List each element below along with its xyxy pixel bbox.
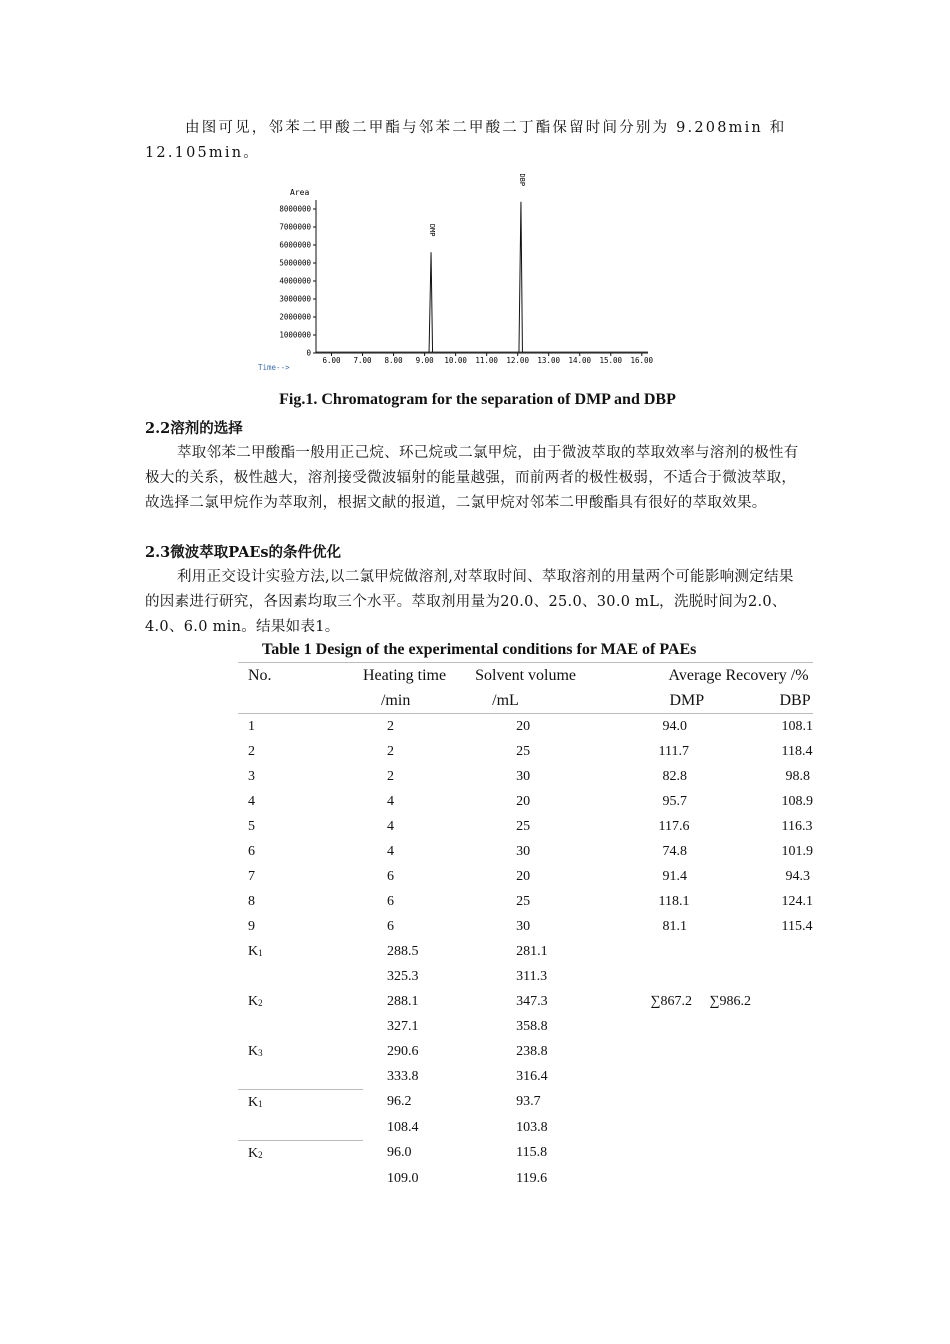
cell-spacer: [613, 789, 651, 814]
x-tick-label: 6.00: [322, 356, 341, 365]
cell-k-label: [238, 1064, 363, 1090]
cell-spacer: [613, 964, 651, 989]
cell-k-label: [238, 1166, 363, 1191]
k-subscript: 3: [258, 1047, 263, 1058]
chart-xlabel: Time-->: [258, 363, 290, 372]
x-tick-label: 9.00: [415, 356, 434, 365]
k-letter: K: [248, 993, 259, 1009]
cell-no: 5: [248, 818, 255, 834]
cell-heating-time: 2: [386, 768, 394, 784]
subheader-dbp: DBP: [779, 691, 811, 709]
table-row: [238, 864, 813, 889]
y-tick-label: 6000000: [279, 240, 311, 250]
cell-k-sum: [651, 1166, 814, 1191]
x-tick-label: 14.00: [568, 356, 592, 365]
k-row: [238, 939, 813, 964]
cell-spacer: [613, 989, 651, 1014]
cell-dbp: 101.9: [781, 843, 813, 859]
x-tick-label: 12.00: [506, 356, 529, 365]
cell-k-solvent: 311.3: [516, 968, 548, 984]
section-2-2-text: 萃取邻苯二甲酸酯一般用正己烷、环己烷或二氯甲烷，由于微波萃取的萃取效率与溶剂的极性有极大的关系，极性越大，溶剂接受微波辐射的能量越强，而前两者的极性极弱，不适合于微波萃取，故选择二氯甲烷作为萃取剂，根据文献的报道，二氯甲烷对邻苯二甲酸酯具有很好的萃取效果。: [145, 445, 799, 511]
peak-label: DBP: [517, 173, 526, 187]
y-tick-label: 3000000: [279, 294, 311, 304]
cell-k-solvent: 103.8: [516, 1119, 548, 1135]
cell-heating-time: 2: [386, 718, 394, 734]
cell-k-heating: 288.5: [386, 943, 419, 959]
peak-label: DMP: [428, 223, 437, 237]
k-row: [238, 964, 813, 989]
cell-spacer: [613, 864, 651, 889]
cell-no: 6: [248, 843, 255, 859]
cell-solvent-volume: 25: [516, 743, 531, 759]
cell-spacer: [613, 889, 651, 914]
cell-no: 3: [248, 768, 255, 784]
cell-solvent-volume: 25: [516, 893, 531, 909]
table-header-row: [238, 663, 813, 689]
cell-solvent-volume: 20: [516, 793, 531, 809]
cell-dmp: 118.1: [658, 893, 690, 909]
header-average-recovery: Average Recovery /%: [668, 666, 809, 684]
cell-spacer: [613, 764, 651, 789]
cell-solvent-volume: 30: [516, 768, 531, 784]
cell-heating-time: 2: [386, 743, 394, 759]
table-row: [238, 764, 813, 789]
y-tick-label: 5000000: [279, 258, 311, 268]
x-tick-label: 11.00: [475, 356, 498, 365]
header-heating-time: Heating time: [362, 666, 447, 684]
cell-dmp: 94.0: [662, 718, 687, 734]
x-tick-label: 10.00: [444, 356, 467, 365]
cell-dbp: 118.4: [781, 743, 813, 759]
cell-heating-time: 6: [386, 893, 394, 909]
k-subscript: 2: [258, 1149, 263, 1160]
chart-ylabel: Area: [290, 188, 310, 197]
cell-k-heating: 96.2: [386, 1094, 412, 1110]
cell-spacer: [613, 839, 651, 864]
cell-spacer: [613, 939, 651, 964]
intro-paragraph: 由图可见，邻苯二甲酸二甲酯与邻苯二甲酸二丁酯保留时间分别为 9.208min 和 12.105min。: [145, 120, 787, 161]
cell-k-label: [238, 1115, 363, 1141]
k-row: [238, 1090, 813, 1116]
cell-k-heating: 327.1: [386, 1018, 419, 1034]
cell-k-heating: 325.3: [386, 968, 419, 984]
cell-dmp: 81.1: [662, 918, 687, 934]
k-row: [238, 1166, 813, 1191]
cell-spacer: [613, 1166, 651, 1191]
cell-k-heating: 333.8: [386, 1068, 419, 1084]
cell-dmp: 95.7: [662, 793, 687, 809]
figure-caption: Fig.1. Chromatogram for the separation of DMP and DBP: [279, 391, 676, 408]
y-tick-label: 7000000: [279, 222, 311, 232]
cell-spacer: [613, 1090, 651, 1116]
cell-dbp: 116.3: [781, 818, 813, 834]
cell-k-sum: [651, 1141, 814, 1167]
cell-k-solvent: 358.8: [516, 1018, 548, 1034]
cell-dmp: 111.7: [658, 743, 689, 759]
k-row: [238, 1141, 813, 1167]
cell-spacer: [613, 1014, 651, 1039]
table-row: [238, 789, 813, 814]
cell-k-sum: [651, 1014, 814, 1039]
y-tick-label: 1000000: [279, 330, 311, 340]
cell-solvent-volume: 20: [516, 718, 531, 734]
header-no: No.: [248, 666, 272, 684]
cell-dbp: 94.3: [785, 868, 810, 884]
k-row: [238, 1064, 813, 1090]
section-2-2-title: 2.2溶剂的选择: [145, 420, 243, 437]
cell-k-solvent: 93.7: [516, 1094, 541, 1110]
table-row: [238, 739, 813, 764]
cell-k-sum: ∑867.2 ∑986.2: [650, 993, 751, 1009]
k-subscript: 2: [258, 997, 263, 1008]
cell-heating-time: 4: [386, 793, 394, 809]
cell-solvent-volume: 25: [516, 818, 531, 834]
cell-k-solvent: 281.1: [516, 943, 548, 959]
k-subscript: 1: [258, 1098, 263, 1109]
section-2-3-title: 2.3微波萃取PAEs的条件优化: [145, 544, 342, 561]
x-tick-label: 7.00: [353, 356, 372, 365]
y-tick-label: 4000000: [279, 276, 311, 286]
cell-solvent-volume: 30: [516, 843, 531, 859]
table-caption: Table 1 Design of the experimental conditions for MAE of PAEs: [262, 641, 697, 658]
k-row: [238, 1014, 813, 1039]
cell-spacer: [613, 914, 651, 939]
cell-dbp: 98.8: [785, 768, 810, 784]
k-row: [238, 1039, 813, 1064]
y-tick-label: 2000000: [279, 312, 311, 322]
cell-solvent-volume: 20: [516, 868, 531, 884]
cell-k-solvent: 115.8: [516, 1145, 548, 1161]
cell-spacer: [613, 714, 651, 740]
y-tick-label: 8000000: [279, 204, 311, 214]
cell-k-sum: [651, 939, 814, 964]
cell-k-sum: [651, 1115, 814, 1141]
y-tick-label: 0: [306, 348, 311, 358]
table-row: [238, 714, 813, 740]
cell-dbp: 115.4: [781, 918, 813, 934]
cell-k-heating: 96.0: [386, 1145, 412, 1161]
cell-spacer: [613, 814, 651, 839]
cell-no: 9: [248, 918, 255, 934]
k-row: [238, 989, 813, 1014]
cell-k-sum: [651, 1064, 814, 1090]
k-letter: K: [248, 1043, 259, 1059]
table-row: [238, 889, 813, 914]
cell-dmp: 91.4: [662, 868, 687, 884]
cell-k-label: [238, 1141, 363, 1167]
subheader-ml: /mL: [492, 691, 519, 709]
cell-heating-time: 6: [386, 868, 394, 884]
peak-dmp: [429, 252, 433, 352]
cell-k-label: [238, 939, 363, 964]
cell-dbp: 108.1: [781, 718, 813, 734]
chromatogram-chart: [250, 172, 660, 377]
cell-dbp: 124.1: [781, 893, 813, 909]
table-row: [238, 814, 813, 839]
cell-spacer: [613, 1039, 651, 1064]
cell-k-heating: 290.6: [386, 1043, 419, 1059]
cell-k-label: [238, 1090, 363, 1116]
section-2-3-text: 利用正交设计实验方法,以二氯甲烷做溶剂,对萃取时间、萃取溶剂的用量两个可能影响测定结果的因素进行研究，各因素均取三个水平。萃取剂用量为20.0、25.0、30.0 mL，洗脱时间为2.0、4.0、6.0 min。结果如表1。: [145, 569, 794, 635]
cell-k-heating: 108.4: [386, 1119, 419, 1135]
cell-spacer: [613, 1115, 651, 1141]
cell-k-sum: [651, 964, 814, 989]
table-row: [238, 839, 813, 864]
k-letter: K: [248, 943, 259, 959]
cell-k-sum: [651, 1039, 814, 1064]
cell-no: 8: [248, 893, 255, 909]
k-subscript: 1: [258, 947, 263, 958]
cell-k-label: [238, 989, 363, 1014]
cell-k-sum: [651, 1090, 814, 1116]
cell-heating-time: 4: [386, 843, 394, 859]
subheader-dmp: DMP: [669, 691, 705, 709]
subheader-min: /min: [380, 691, 411, 709]
header-solvent-volume: Solvent volume: [475, 666, 577, 684]
cell-no: 7: [248, 868, 255, 884]
cell-no: 1: [248, 718, 255, 734]
cell-dbp: 108.9: [781, 793, 813, 809]
cell-dmp: 74.8: [662, 843, 687, 859]
cell-k-solvent: 316.4: [516, 1068, 548, 1084]
cell-spacer: [613, 1141, 651, 1167]
table-row: [238, 914, 813, 939]
k-row: [238, 1115, 813, 1141]
cell-dmp: 117.6: [658, 818, 690, 834]
cell-k-label: [238, 1014, 363, 1039]
cell-solvent-volume: 30: [516, 918, 531, 934]
cell-no: 4: [248, 793, 255, 809]
x-tick-label: 16.00: [630, 356, 654, 365]
cell-k-solvent: 119.6: [516, 1170, 548, 1186]
table-subheader-row: [238, 688, 813, 714]
k-letter: K: [248, 1145, 259, 1161]
cell-k-heating: 288.1: [386, 993, 419, 1009]
cell-dmp: 82.8: [662, 768, 687, 784]
table-body: [238, 714, 813, 1192]
cell-k-label: [238, 964, 363, 989]
peak-dbp: [519, 202, 523, 352]
cell-k-solvent: 238.8: [516, 1043, 548, 1059]
x-tick-label: 13.00: [537, 356, 560, 365]
cell-spacer: [613, 1064, 651, 1090]
cell-spacer: [613, 739, 651, 764]
cell-heating-time: 6: [386, 918, 394, 934]
x-tick-label: 15.00: [599, 356, 623, 365]
k-letter: K: [248, 1094, 259, 1110]
cell-k-heating: 109.0: [386, 1170, 419, 1186]
cell-k-label: [238, 1039, 363, 1064]
results-table: [238, 662, 813, 1191]
cell-no: 2: [248, 743, 255, 759]
x-tick-label: 8.00: [384, 356, 403, 365]
cell-heating-time: 4: [386, 818, 394, 834]
cell-k-solvent: 347.3: [516, 993, 548, 1009]
